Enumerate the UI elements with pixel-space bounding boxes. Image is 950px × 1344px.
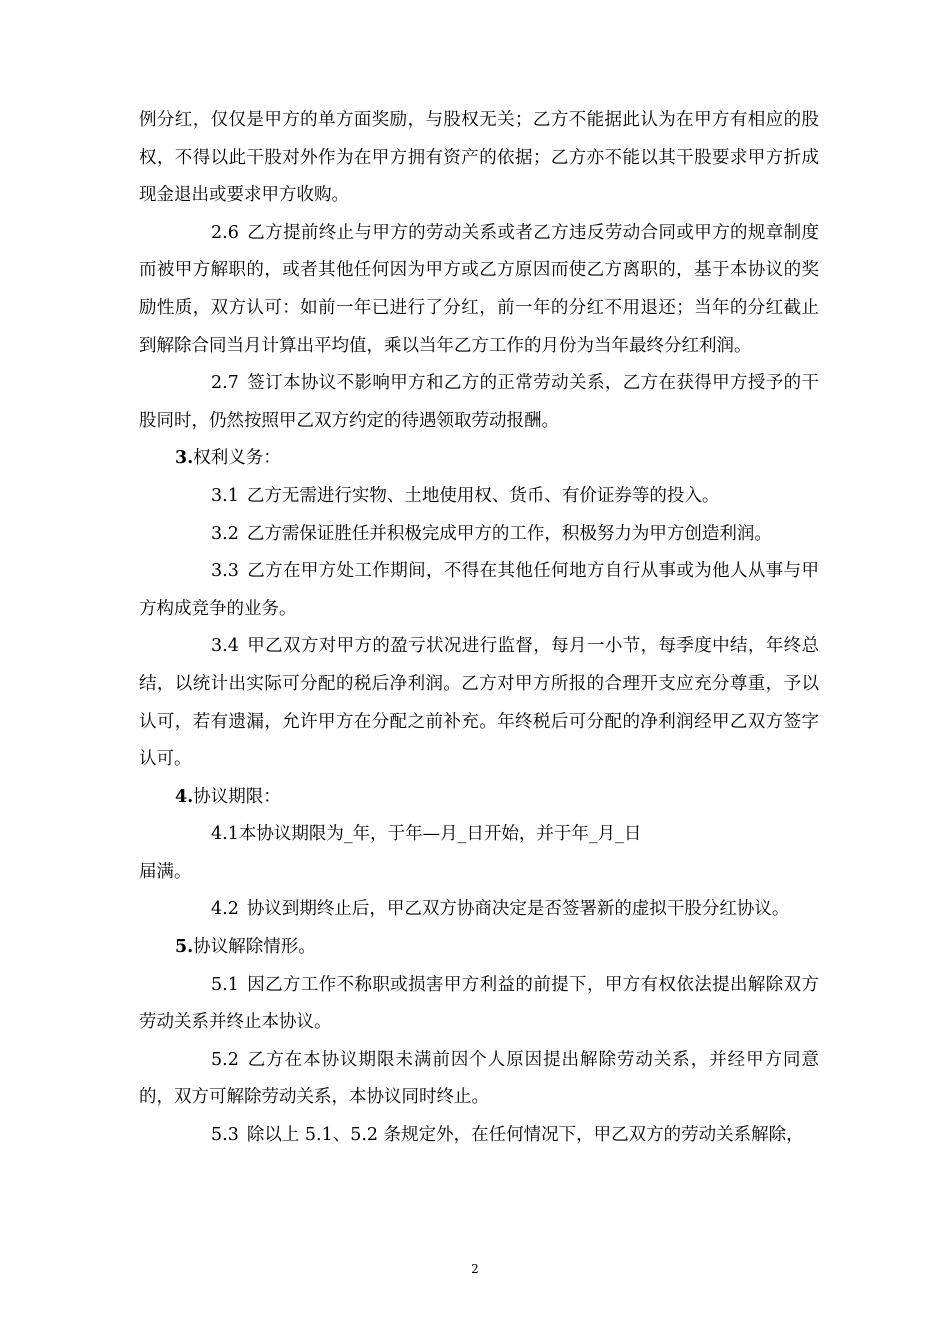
clause-text: 乙方无需进行实物、土地使用权、货币、有价证券等的投入。 [246,485,720,506]
paragraph-continued [139,102,819,215]
clause-number: 3.1 [211,485,239,506]
document-body [139,102,819,1155]
clause-continuation-text: 届满。 [139,861,192,882]
clause-number: 5.2 [211,1049,239,1070]
section-heading-4 [139,779,819,817]
clause-text: 甲乙双方对甲方的盈亏状况进行监督，每月一小节，每季度中结，年终总结，以统计出实际可分配的税后净利润。乙方对甲方所报的合理开支应充分尊重，予以认可，若有遗漏，允许甲方在分配之前补充。年终税后可分配的净利润经甲乙双方签字认可。 [139,636,819,770]
clause-4-1-continuation [139,854,819,892]
clause-text: 乙方提前终止与甲方的劳动关系或者乙方违反劳动合同或甲方的规章制度而被甲方解职的，或者其他任何因为甲方或乙方原因而使乙方离职的，基于本协议的奖励性质，双方认可：如前一年已进行了分红，前一年的分红不用退还；当年的分红截止到解除合同当月计算出平均值，乘以当年乙方工作的月份为当年最终分红利润。 [139,222,819,356]
clause-text: 本协议期限为_年，于年—月_日开始，并于年_月_日 [238,824,642,845]
clause-number: 5.1 [211,974,239,995]
clause-number: 4.2 [211,899,239,920]
clause-3-3 [139,553,819,628]
section-number: 3. [175,448,194,469]
section-title: 协议解除情形。 [193,937,316,958]
clause-3-4 [139,628,819,778]
clause-number: 3.4 [211,636,239,657]
clause-text: 协议到期终止后，甲乙双方协商决定是否签署新的虚拟干股分红协议。 [246,899,790,920]
clause-number: 2.7 [211,373,239,394]
section-number: 5. [175,937,194,958]
clause-2-6 [139,215,819,365]
clause-number: 2.6 [211,222,239,243]
section-title: 权利义务： [193,448,281,469]
section-heading-3 [139,440,819,478]
section-title: 协议期限： [193,786,281,807]
clause-number: 3.3 [211,561,239,582]
clause-4-1 [139,816,819,854]
paragraph-text: 例分红，仅仅是甲方的单方面奖励，与股权无关；乙方不能据此认为在甲方有相应的股权，不得以此干股对外作为在甲方拥有资产的依据；乙方亦不能以其干股要求甲方折成现金退出或要求甲方收购。 [139,110,819,206]
clause-text: 乙方需保证胜任并积极完成甲方的工作，积极努力为甲方创造利润。 [246,523,772,544]
section-number: 4. [175,786,194,807]
clause-5-3 [139,1117,819,1155]
clause-text: 除以上 5.1、5.2 条规定外，在任何情况下，甲乙双方的劳动关系解除， [246,1125,804,1146]
section-heading-5 [139,929,819,967]
clause-5-1 [139,967,819,1042]
clause-number: 5.3 [211,1125,239,1146]
clause-number: 3.2 [211,523,239,544]
clause-5-2 [139,1042,819,1117]
clause-text: 签订本协议不影响甲方和乙方的正常劳动关系，乙方在获得甲方授予的干股同时，仍然按照甲乙双方约定的待遇领取劳动报酬。 [139,373,819,431]
page-number: 2 [471,1262,479,1276]
clause-text: 乙方在本协议期限未满前因个人原因提出解除劳动关系，并经甲方同意的，双方可解除劳动关系，本协议同时终止。 [139,1049,819,1108]
clause-3-1 [139,478,819,516]
clause-text: 因乙方工作不称职或损害甲方利益的前提下，甲方有权依法提出解除双方劳动关系并终止本协议。 [139,974,819,1033]
clause-4-2 [139,891,819,929]
clause-number: 4.1 [211,824,239,845]
clause-text: 乙方在甲方处工作期间，不得在其他任何地方自行从事或为他人从事与甲方构成竞争的业务。 [139,561,819,619]
clause-3-2 [139,516,819,554]
clause-2-7 [139,365,819,440]
